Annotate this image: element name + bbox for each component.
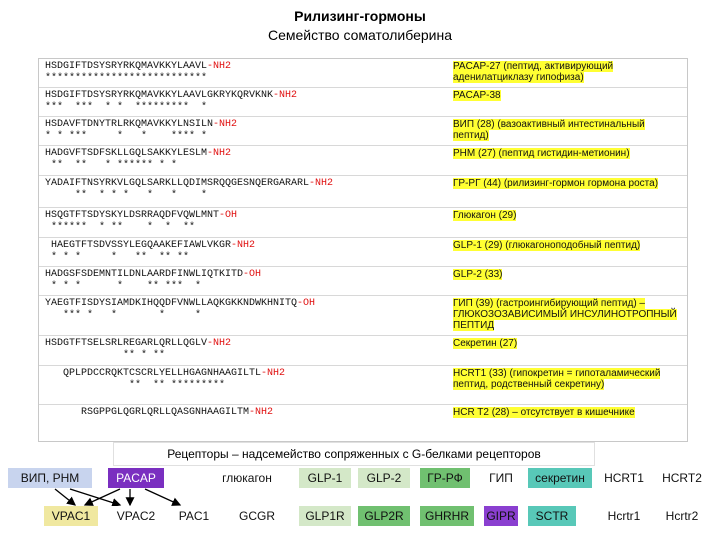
- sequence-terminus: -NH2: [261, 368, 286, 379]
- sequence-terminus: -NH2: [207, 148, 232, 159]
- receptor-glp2r: GLP2R: [358, 506, 410, 526]
- sequence-text: RSGPPGLQGRLQRLLQASGNHAAGILTM: [45, 407, 250, 418]
- sequence-terminus: -OH: [219, 210, 238, 221]
- sequence-text: HADGVFTSDFSKLLGQLSAKKYLESLM: [45, 148, 208, 159]
- homology-stars: * * *** * * **** *: [45, 131, 208, 142]
- receptor-sctr: SCTR: [528, 506, 576, 526]
- receptor-vpac1: VPAC1: [44, 506, 98, 526]
- receptor-pac1: PAC1: [170, 506, 218, 526]
- sequence-terminus: -NH2: [207, 338, 232, 349]
- ligand-vip: ВИП, PHM: [8, 468, 92, 488]
- peptide-label: PACAP-38: [453, 90, 501, 101]
- page-subtitle: Семейство соматолиберина: [267, 27, 453, 43]
- peptide-label: Глюкагон (29): [453, 210, 517, 221]
- peptide-label: PACAP-27 (пептид, активирующий аденилатциклазу гипофиза): [453, 61, 614, 83]
- homology-stars: ** * **: [45, 350, 166, 361]
- receptor-vpac2: VPAC2: [108, 506, 164, 526]
- arrow-pacap-vpac1: [85, 489, 120, 505]
- peptide-label: ГИП (39) (гастроингибирующий пептид) – ГЛЮКОЗОЗАВИСИМЫЙ ИНСУЛИНОТРОПНЫЙ ПЕПТИД: [453, 298, 677, 331]
- homology-stars: ***************************: [45, 73, 208, 84]
- ligand-glp2: GLP-2: [358, 468, 410, 488]
- homology-stars: * * * * ** *** *: [45, 281, 202, 292]
- sequence-text: YAEGTFISDYSIAMDKIHQQDFVNWLLAQKGKKNDWKHNITQ: [45, 298, 298, 309]
- homology-stars: ** ** *********: [45, 380, 226, 391]
- peptide-label: HCRT1 (33) (гипокретин = гипоталамический пептид, родственный секретину): [453, 368, 661, 390]
- sequence-terminus: -OH: [243, 269, 262, 280]
- receptor-glp1r: GLP1R: [299, 506, 351, 526]
- ligand-hcrt1: HCRT1: [598, 468, 650, 488]
- arrow-vip-vpac2: [70, 489, 120, 505]
- sequence-terminus: -OH: [297, 298, 316, 309]
- peptide-label: GLP-1 (29) (глюкагоноподобный пептид): [453, 240, 641, 251]
- sequence-terminus: -NH2: [249, 407, 274, 418]
- sequence-text: HAEGTFTSDVSSYLEGQAAKEFIAWLVKGR: [45, 240, 232, 251]
- sequence-text: HADGSFSDEMNTILDNLAARDFINWLIQTKITD: [45, 269, 244, 280]
- receptor-ghrhr: GHRHR: [420, 506, 474, 526]
- homology-stars: * * * * ** ** **: [45, 252, 190, 263]
- sequence-text: HSDGIFTDSYSRYRKQMAVKKYLAAVL: [45, 61, 208, 72]
- sequence-terminus: -NH2: [309, 178, 334, 189]
- arrow-pacap-pac1: [145, 489, 180, 505]
- sequence-terminus: -NH2: [273, 90, 298, 101]
- peptide-label: ВИП (28) (вазоактивный интестинальный пептид): [453, 119, 645, 141]
- ligand-gip: ГИП: [484, 468, 518, 488]
- homology-stars: *** *** * * ********* *: [45, 102, 208, 113]
- sequence-text: HSDGTFTSELSRLREGARLQRLLQGLV: [45, 338, 208, 349]
- ligand-pacap: PACAP: [108, 468, 164, 488]
- sequence-terminus: -NH2: [213, 119, 238, 130]
- sequence-text: QPLPDCCRQKTCSCRLYELLHGAGNHAAGILTL: [45, 368, 262, 379]
- homology-stars: *** * * * *: [45, 310, 202, 321]
- sequence-text: HSQGTFTSDYSKYLDSRRAQDFVQWLMNT: [45, 210, 220, 221]
- peptide-label: PHM (27) (пептид гистидин-метионин): [453, 148, 630, 159]
- sequence-text: HSDAVFTDNYTRLRKQMAVKKYLNSILN: [45, 119, 214, 130]
- sequence-terminus: -NH2: [207, 61, 232, 72]
- peptide-label: HCR T2 (28) – отсутствует в кишечнике: [453, 407, 635, 418]
- peptide-label: Секретин (27): [453, 338, 518, 349]
- receptor-hcrtr2: Hcrtr2: [656, 506, 708, 526]
- sequence-terminus: -NH2: [231, 240, 256, 251]
- sequence-text: YADAIFTNSYRKVLGQLSARKLLQDIMSRQQGESNQERGARARL: [45, 178, 310, 189]
- homology-stars: ****** * ** * * **: [45, 222, 196, 233]
- ligand-glucagon: глюкагон: [214, 468, 280, 488]
- peptide-label: ГР-РГ (44) (рилизинг-гормон гормона роста): [453, 178, 659, 189]
- homology-stars: ** ** * ****** * *: [45, 160, 178, 171]
- ligand-hcrt2: HCRT2: [656, 468, 708, 488]
- receptor-section-title: Рецепторы – надсемейство сопряженных с G-белками рецепторов: [113, 442, 595, 466]
- ligand-ghrh: ГР-РФ: [420, 468, 470, 488]
- arrow-vip-vpac1: [55, 489, 75, 505]
- peptide-label: GLP-2 (33): [453, 269, 503, 280]
- page-title: Рилизинг-гормоны: [294, 8, 426, 24]
- homology-stars: ** * * * * * *: [45, 190, 208, 201]
- receptor-hcrtr1: Hcrtr1: [598, 506, 650, 526]
- receptor-gipr: GIPR: [484, 506, 518, 526]
- ligand-secretin: секретин: [528, 468, 592, 488]
- ligand-glp1: GLP-1: [299, 468, 351, 488]
- sequence-text: HSDGIFTDSYSRYRKQMAVKKYLAAVLGKRYKQRVKNK: [45, 90, 274, 101]
- receptor-gcgr: GCGR: [230, 506, 284, 526]
